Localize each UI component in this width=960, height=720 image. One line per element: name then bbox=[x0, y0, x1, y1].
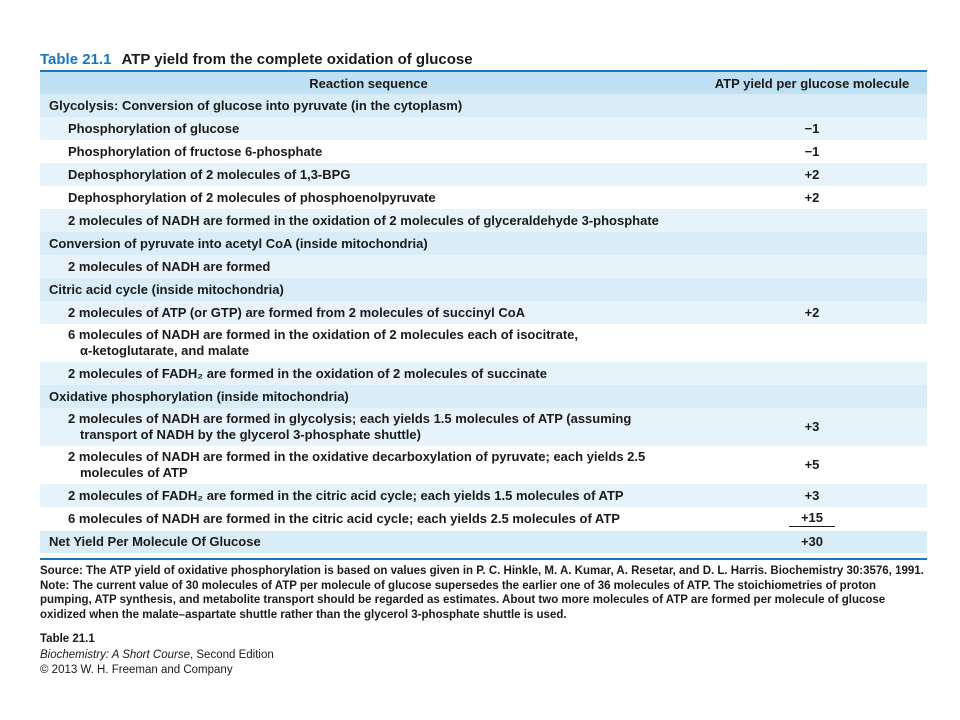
row-text: Citric acid cycle (inside mitochondria) bbox=[40, 278, 697, 301]
row-yield-cell bbox=[697, 507, 927, 530]
row-text-line-1: 2 molecules of NADH are formed in glycolysis; each yields 1.5 molecules of ATP (assuming bbox=[68, 411, 632, 426]
row-yield: +5 bbox=[697, 446, 927, 484]
header-reaction-sequence: Reaction sequence bbox=[40, 72, 697, 94]
table-row bbox=[40, 446, 927, 484]
row-yield-underlined: +15 bbox=[789, 510, 835, 527]
table-header-row bbox=[40, 72, 927, 94]
net-yield-value: +30 bbox=[697, 530, 927, 553]
row-text: 2 molecules of ATP (or GTP) are formed from 2 molecules of succinyl CoA bbox=[40, 301, 697, 324]
row-text: 2 molecules of FADH₂ are formed in the oxidation of 2 molecules of succinate bbox=[40, 362, 697, 385]
row-yield: +2 bbox=[697, 186, 927, 209]
credit-edition: , Second Edition bbox=[189, 648, 274, 661]
table-title bbox=[40, 49, 473, 69]
row-text: 2 molecules of NADH are formed bbox=[40, 255, 697, 278]
section-row bbox=[40, 232, 927, 255]
table-notes bbox=[40, 564, 930, 622]
section-row bbox=[40, 385, 927, 408]
row-yield bbox=[697, 385, 927, 408]
credit-book-line bbox=[40, 648, 274, 664]
net-yield-row bbox=[40, 530, 927, 553]
row-text: 2 molecules of FADH₂ are formed in the citric acid cycle; each yields 1.5 molecules of ATP bbox=[40, 484, 697, 507]
section-row bbox=[40, 278, 927, 301]
row-text: Conversion of pyruvate into acetyl CoA (inside mitochondria) bbox=[40, 232, 697, 255]
table-row bbox=[40, 255, 927, 278]
row-text: Oxidative phosphorylation (inside mitochondria) bbox=[40, 385, 697, 408]
row-text: Dephosphorylation of 2 molecules of 1,3-BPG bbox=[40, 163, 697, 186]
figure-credits bbox=[40, 632, 274, 679]
row-yield bbox=[697, 94, 927, 117]
row-yield: −1 bbox=[697, 140, 927, 163]
table-caption: ATP yield from the complete oxidation of glucose bbox=[121, 50, 473, 68]
table-row bbox=[40, 186, 927, 209]
row-yield bbox=[697, 255, 927, 278]
table-row bbox=[40, 324, 927, 362]
table-row bbox=[40, 507, 927, 530]
table-row bbox=[40, 140, 927, 163]
row-text-multiline bbox=[40, 446, 697, 484]
row-text-line-2: transport of NADH by the glycerol 3-phosphate shuttle) bbox=[80, 427, 421, 442]
table-row bbox=[40, 117, 927, 140]
row-text-line-2: α-ketoglutarate, and malate bbox=[80, 343, 250, 358]
bottom-rule bbox=[40, 558, 927, 560]
row-text: 6 molecules of NADH are formed in the citric acid cycle; each yields 2.5 molecules of ATP bbox=[40, 507, 697, 530]
row-text: Phosphorylation of fructose 6-phosphate bbox=[40, 140, 697, 163]
table-row bbox=[40, 408, 927, 446]
table-row bbox=[40, 301, 927, 324]
row-yield bbox=[697, 278, 927, 301]
row-yield bbox=[697, 232, 927, 255]
table-row bbox=[40, 484, 927, 507]
row-yield bbox=[697, 362, 927, 385]
table-row bbox=[40, 209, 927, 232]
row-text-line-1: 6 molecules of NADH are formed in the oxidation of 2 molecules each of isocitrate, bbox=[68, 327, 579, 342]
credit-table-label: Table 21.1 bbox=[40, 633, 95, 645]
credit-book-title: Biochemistry: A Short Course bbox=[40, 648, 190, 661]
header-atp-yield: ATP yield per glucose molecule bbox=[697, 72, 927, 94]
row-yield bbox=[697, 209, 927, 232]
row-yield: +3 bbox=[697, 408, 927, 446]
atp-yield-table bbox=[40, 72, 927, 553]
credit-copyright: © 2013 W. H. Freeman and Company bbox=[40, 664, 233, 676]
row-text-multiline bbox=[40, 408, 697, 446]
row-yield: +3 bbox=[697, 484, 927, 507]
row-text-line-2: molecules of ATP bbox=[80, 465, 188, 480]
table-row bbox=[40, 163, 927, 186]
general-note: Note: The current value of 30 molecules of ATP per molecule of glucose supersedes the earlier one of 36 molecules of ATP. The stoichiometries of proton pumping, ATP synthesis, and metabolite transport should be regarded as estimates. About two more molecules of ATP are formed per molecule of glucose oxidized when the malate–aspartate shuttle rather than the glycerol 3-phosphate shuttle is used. bbox=[40, 579, 886, 621]
table-row bbox=[40, 362, 927, 385]
row-yield: −1 bbox=[697, 117, 927, 140]
row-yield: +2 bbox=[697, 163, 927, 186]
row-text: 2 molecules of NADH are formed in the oxidation of 2 molecules of glyceraldehyde 3-phosphate bbox=[40, 209, 697, 232]
row-yield bbox=[697, 324, 927, 362]
section-row bbox=[40, 94, 927, 117]
row-text: Phosphorylation of glucose bbox=[40, 117, 697, 140]
row-text-line-1: 2 molecules of NADH are formed in the oxidative decarboxylation of pyruvate; each yields 2.5 bbox=[68, 449, 646, 464]
source-note: Source: The ATP yield of oxidative phosphorylation is based on values given in P. C. Hinkle, M. A. Kumar, A. Resetar, and D. L. Harris. Biochemistry 30:3576, 1991. bbox=[40, 565, 924, 577]
row-yield: +2 bbox=[697, 301, 927, 324]
row-text: Dephosphorylation of 2 molecules of phosphoenolpyruvate bbox=[40, 186, 697, 209]
row-text: Glycolysis: Conversion of glucose into pyruvate (in the cytoplasm) bbox=[40, 94, 697, 117]
table-number: Table 21.1 bbox=[40, 50, 112, 68]
net-yield-label: Net Yield Per Molecule Of Glucose bbox=[40, 530, 697, 553]
row-text-multiline bbox=[40, 324, 697, 362]
